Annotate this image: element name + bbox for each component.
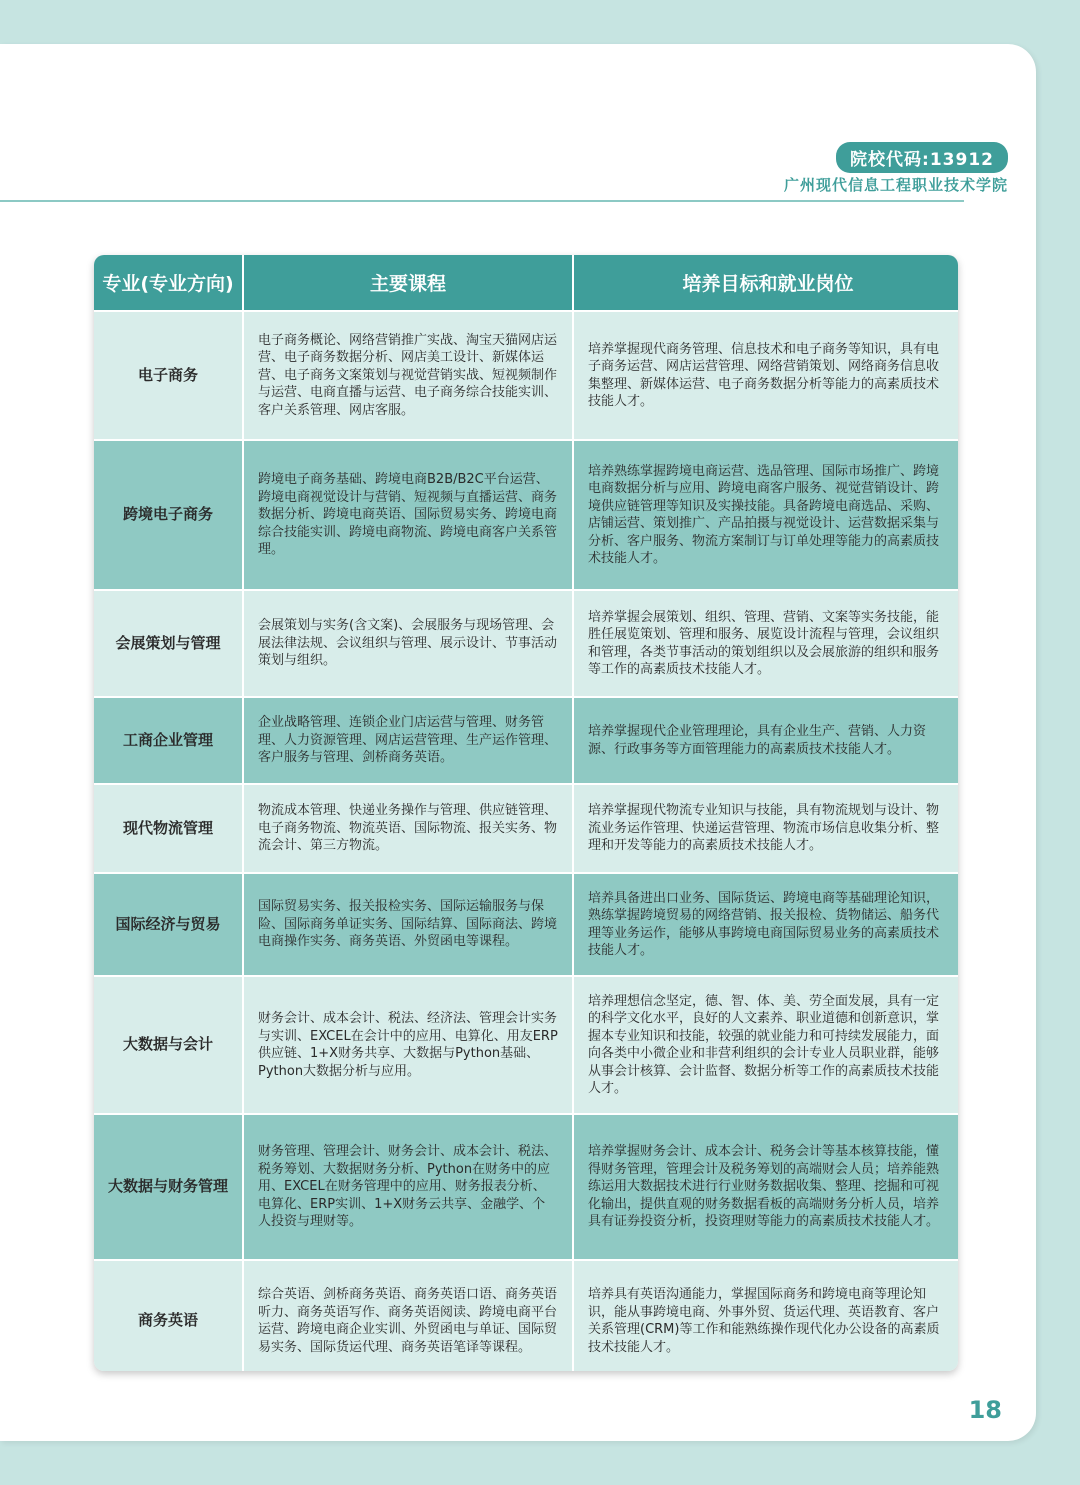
courses-cell: 财务管理、管理会计、财务会计、成本会计、税法、税务筹划、大数据财务分析、Python在财务中的应用、EXCEL在财务管理中的应用、财务报表分析、电算化、ERP实训、1+X财务云共享、金融学、个人投资与理财等。 [244, 1115, 572, 1259]
major-name: 大数据与财务管理 [94, 1115, 242, 1259]
majors-table [94, 255, 958, 1371]
major-name: 国际经济与贸易 [94, 874, 242, 975]
major-name: 商务英语 [94, 1261, 242, 1371]
header-divider [0, 200, 964, 202]
goals-cell: 培养掌握现代物流专业知识与技能，具有物流规划与设计、物流业务运作管理、快递运营管理、物流市场信息收集分析、整理和开发等能力的高素质技术技能人才。 [574, 785, 958, 872]
column-header-goals: 培养目标和就业岗位 [574, 255, 958, 310]
courses-cell: 会展策划与实务(含文案)、会展服务与现场管理、会展法律法规、会议组织与管理、展示设计、节事活动策划与组织。 [244, 591, 572, 696]
major-name: 电子商务 [94, 312, 242, 439]
column-header-major: 专业(专业方向) [94, 255, 242, 310]
goals-cell: 培养掌握财务会计、成本会计、税务会计等基本核算技能，懂得财务管理，管理会计及税务筹划的高端财会人员；培养能熟练运用大数据技术进行行业财务数据收集、整理、挖掘和可视化输出，提供直观的财务数据看板的高端财务分析人员，培养具有证券投资分析，投资理财等能力的高素质技术技能人才。 [574, 1115, 958, 1259]
goals-cell: 培养掌握会展策划、组织、管理、营销、文案等实务技能，能胜任展览策划、管理和服务、展览设计流程与管理，会议组织和管理，各类节事活动的策划组织以及会展旅游的组织和服务等工作的高素质技术技能人才。 [574, 591, 958, 696]
major-name: 现代物流管理 [94, 785, 242, 872]
courses-cell: 电子商务概论、网络营销推广实战、淘宝天猫网店运营、电子商务数据分析、网店美工设计、新媒体运营、电子商务文案策划与视觉营销实战、短视频制作与运营、电商直播与运营、电子商务综合技能实训、客户关系管理、网店客服。 [244, 312, 572, 439]
goals-cell: 培养理想信念坚定，德、智、体、美、劳全面发展，具有一定的科学文化水平，良好的人文素养、职业道德和创新意识，掌握本专业知识和技能，较强的就业能力和可持续发展能力，面向各类中小微企业和非营利组织的会计专业人员职业群，能够从事会计核算、会计监督、数据分析等工作的高素质技术技能人才。 [574, 977, 958, 1113]
courses-cell: 物流成本管理、快递业务操作与管理、供应链管理、电子商务物流、物流英语、国际物流、报关实务、物流会计、第三方物流。 [244, 785, 572, 872]
major-name: 会展策划与管理 [94, 591, 242, 696]
school-name: 广州现代信息工程职业技术学院 [783, 176, 1008, 194]
goals-cell: 培养具有英语沟通能力，掌握国际商务和跨境电商等理论知识，能从事跨境电商、外事外贸、货运代理、英语教育、客户关系管理(CRM)等工作和能熟练操作现代化办公设备的高素质技术技能人才。 [574, 1261, 958, 1371]
courses-cell: 企业战略管理、连锁企业门店运营与管理、财务管理、人力资源管理、网店运营管理、生产运作管理、客户服务与管理、剑桥商务英语。 [244, 698, 572, 783]
major-name: 工商企业管理 [94, 698, 242, 783]
goals-cell: 培养掌握现代商务管理、信息技术和电子商务等知识，具有电子商务运营、网店运营管理、网络营销策划、网络商务信息收集整理、新媒体运营、电子商务数据分析等能力的高素质技术技能人才。 [574, 312, 958, 439]
page-number: 18 [968, 1396, 1002, 1424]
courses-cell: 综合英语、剑桥商务英语、商务英语口语、商务英语听力、商务英语写作、商务英语阅读、跨境电商平台运营、跨境电商企业实训、外贸函电与单证、国际贸易实务、国际货运代理、商务英语笔译等课程。 [244, 1261, 572, 1371]
column-header-courses: 主要课程 [244, 255, 572, 310]
courses-cell: 国际贸易实务、报关报检实务、国际运输服务与保险、国际商务单证实务、国际结算、国际商法、跨境电商操作实务、商务英语、外贸函电等课程。 [244, 874, 572, 975]
goals-cell: 培养具备进出口业务、国际货运、跨境电商等基础理论知识，熟练掌握跨境贸易的网络营销、报关报检、货物储运、船务代理等业务运作，能够从事跨境电商国际贸易业务的高素质技术技能人才。 [574, 874, 958, 975]
courses-cell: 财务会计、成本会计、税法、经济法、管理会计实务与实训、EXCEL在会计中的应用、电算化、用友ERP供应链、1+X财务共享、大数据与Python基础、Python大数据分析与应用。 [244, 977, 572, 1113]
major-name: 跨境电子商务 [94, 441, 242, 589]
courses-cell: 跨境电子商务基础、跨境电商B2B/B2C平台运营、跨境电商视觉设计与营销、短视频与直播运营、商务数据分析、跨境电商英语、国际贸易实务、跨境电商综合技能实训、跨境电商物流、跨境电商客户关系管理。 [244, 441, 572, 589]
goals-cell: 培养熟练掌握跨境电商运营、选品管理、国际市场推广、跨境电商数据分析与应用、跨境电商客户服务、视觉营销设计、跨境供应链管理等知识及实操技能。具备跨境电商选品、采购、店铺运营、策划推广、产品拍摄与视觉设计、运营数据采集与分析、客户服务、物流方案制订与订单处理等能力的高素质技术技能人才。 [574, 441, 958, 589]
major-name: 大数据与会计 [94, 977, 242, 1113]
goals-cell: 培养掌握现代企业管理理论，具有企业生产、营销、人力资源、行政事务等方面管理能力的高素质技术技能人才。 [574, 698, 958, 783]
school-code-badge: 院校代码:13912 [836, 142, 1008, 173]
